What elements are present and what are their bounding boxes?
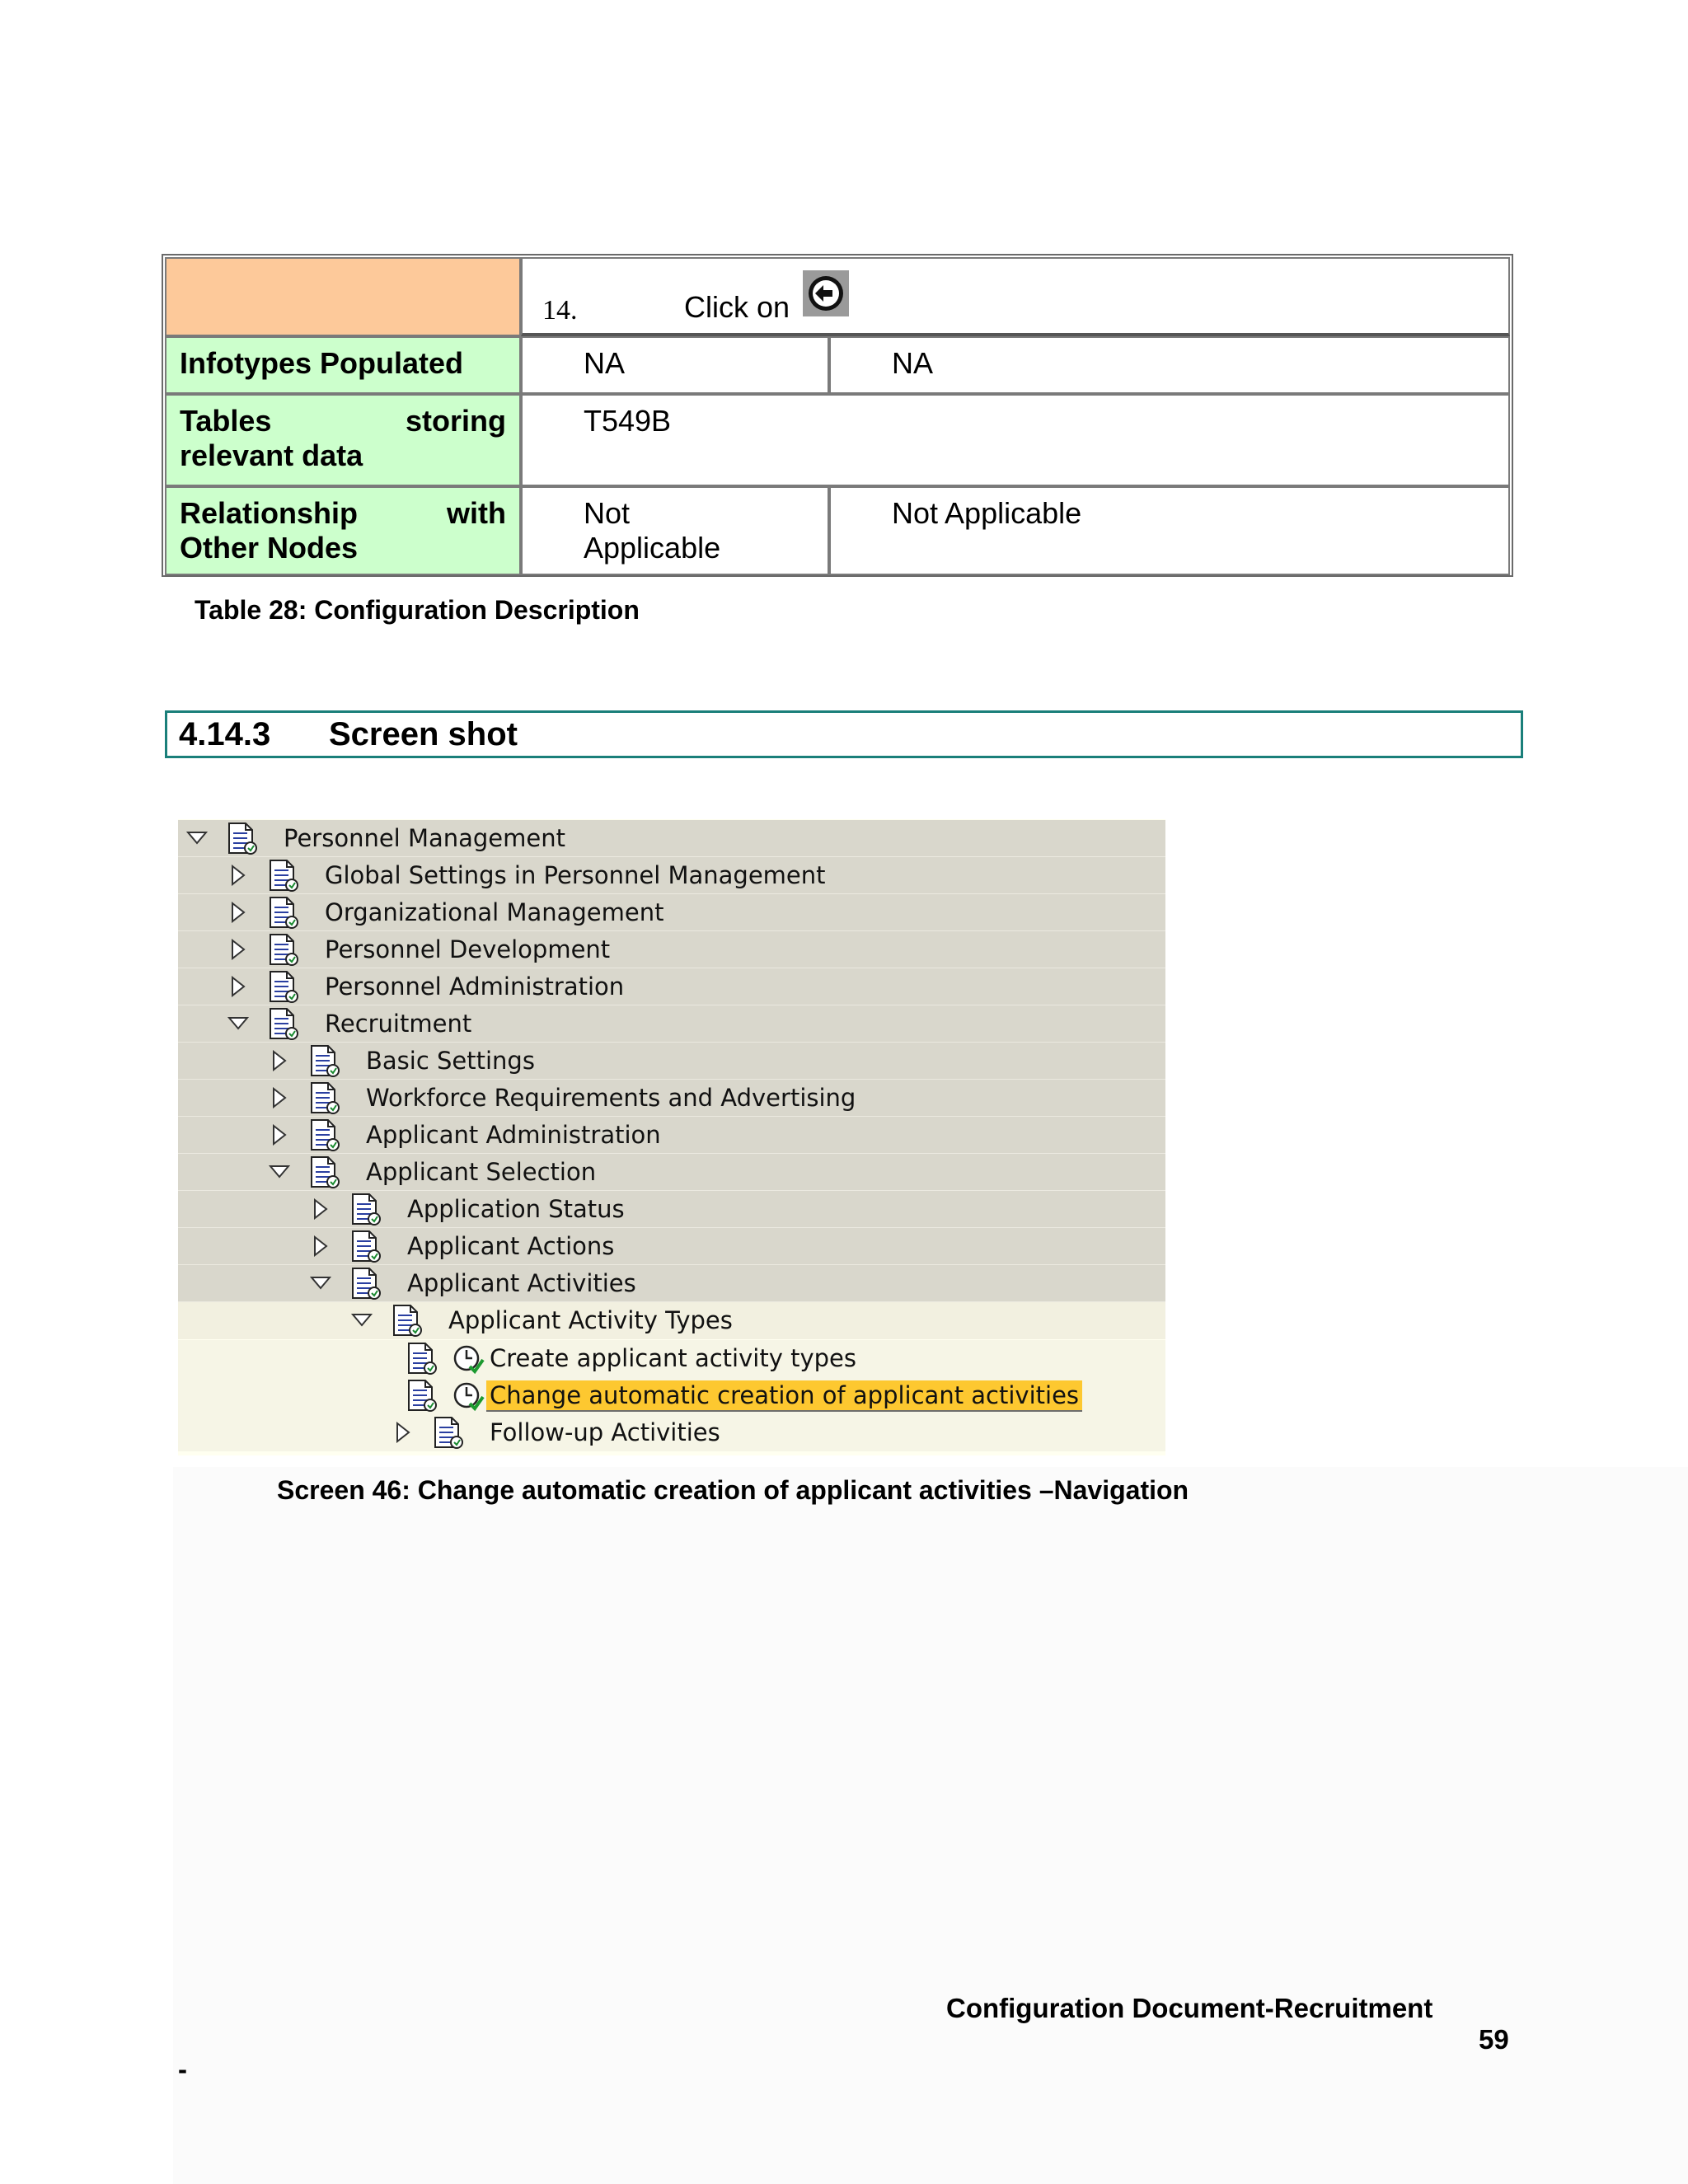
tree-node[interactable] [178,1043,1165,1080]
document-icon[interactable] [391,1304,424,1338]
tree-node[interactable] [178,1080,1165,1117]
document-icon[interactable] [308,1155,341,1190]
document-icon[interactable] [349,1193,382,1227]
tree-node[interactable] [178,1302,1165,1339]
step-text: Click on [684,290,790,324]
label-text: with [447,496,506,530]
tree-node[interactable] [178,931,1165,968]
expand-triangle-icon[interactable] [269,1050,290,1071]
label-text: Tables [180,404,272,438]
configuration-table [162,254,1513,577]
tree-node-label[interactable]: Application Status [407,1195,625,1223]
document-icon[interactable] [406,1379,438,1413]
label-text: Infotypes Populated [180,346,464,380]
document-icon[interactable] [406,1342,438,1376]
row-value-tables: T549B [521,394,1510,486]
collapse-triangle-icon[interactable] [269,1161,290,1183]
table-caption: Table 28: Configuration Description [195,595,640,625]
tree-node[interactable] [178,1191,1165,1228]
tree-node-label[interactable]: Create applicant activity types [490,1344,856,1372]
expand-triangle-icon[interactable] [269,1087,290,1108]
document-icon[interactable] [226,822,259,856]
tree-node-label[interactable]: Basic Settings [366,1047,535,1075]
expand-triangle-icon[interactable] [227,939,249,960]
tree-node-label[interactable]: Follow-up Activities [490,1418,720,1446]
label-text: relevant data [180,438,363,472]
tree-node[interactable] [178,968,1165,1005]
section-number: 4.14.3 [179,716,271,752]
tree-node-label[interactable]: Global Settings in Personnel Management [325,861,826,889]
document-icon[interactable] [267,970,300,1005]
tree-node[interactable] [178,1340,1165,1377]
tree-node-label[interactable]: Applicant Activity Types [448,1306,733,1334]
tree-node[interactable] [178,857,1165,894]
table-header-blank-cell [165,257,521,336]
tree-node-label[interactable]: Applicant Selection [366,1158,597,1186]
expand-triangle-icon[interactable] [269,1124,290,1146]
tree-node[interactable] [178,1414,1165,1451]
screen-caption: Screen 46: Change automatic creation of applicant activities –Navigation [277,1475,1189,1505]
tree-node-label[interactable]: Applicant Actions [407,1232,615,1260]
document-icon[interactable] [349,1267,382,1301]
tree-node[interactable] [178,820,1165,857]
page-background [173,1467,1688,2184]
tree-node[interactable] [178,1228,1165,1265]
page-number: 59 [1479,2024,1509,2055]
row-value-relationship-1: Not Applicable [521,486,829,575]
tree-node-label[interactable]: Personnel Administration [325,972,625,1001]
collapse-triangle-icon[interactable] [310,1272,331,1294]
step-number: 14. [542,295,578,326]
row-label-relationship [165,486,521,575]
row-label-infotypes [165,336,521,394]
footer-mark: - [178,2054,187,2084]
tree-node-label-selected[interactable]: Change automatic creation of applicant activities [486,1380,1082,1412]
collapse-triangle-icon[interactable] [186,827,208,849]
label-text: Relationship [180,496,359,530]
document-icon[interactable] [308,1118,341,1153]
expand-triangle-icon[interactable] [310,1198,331,1220]
section-title: Screen shot [329,716,518,752]
tree-node[interactable] [178,1154,1165,1191]
document-icon[interactable] [267,1007,300,1042]
document-icon[interactable] [432,1416,465,1451]
expand-triangle-icon[interactable] [227,865,249,886]
collapse-triangle-icon[interactable] [351,1310,373,1331]
step-cell [521,257,1510,336]
tree-node-label[interactable]: Applicant Activities [407,1269,636,1297]
tree-node[interactable] [178,1005,1165,1043]
row-label-tables [165,394,521,486]
document-icon[interactable] [267,896,300,930]
document-icon[interactable] [267,933,300,968]
tree-node-label[interactable]: Workforce Requirements and Advertising [366,1084,856,1112]
collapse-triangle-icon[interactable] [227,1013,249,1034]
row-value-infotypes-2: NA [829,336,1510,394]
clock-check-icon[interactable] [452,1343,485,1375]
expand-triangle-icon[interactable] [310,1235,331,1257]
expand-triangle-icon[interactable] [227,902,249,923]
tree-node[interactable] [178,1265,1165,1302]
expand-triangle-icon[interactable] [392,1422,414,1443]
tree-node[interactable] [178,1377,1165,1414]
tree-node-label[interactable]: Recruitment [325,1010,472,1038]
row-value-relationship-2: Not Applicable [829,486,1510,575]
row-value-infotypes-1: NA [521,336,829,394]
document-icon[interactable] [349,1230,382,1264]
document-icon[interactable] [308,1081,341,1116]
section-heading [165,710,1523,758]
document-icon[interactable] [308,1044,341,1079]
sap-img-tree [178,819,1165,1455]
footer-document-title: Configuration Document-Recruitment [946,1993,1433,2023]
label-text: Other Nodes [180,531,359,565]
tree-node[interactable] [178,1117,1165,1154]
expand-triangle-icon[interactable] [227,976,249,997]
tree-node[interactable] [178,894,1165,931]
tree-node-label[interactable]: Personnel Management [284,824,565,852]
tree-node-label[interactable]: Personnel Development [325,935,611,963]
clock-check-icon[interactable] [452,1380,485,1412]
document-icon[interactable] [267,859,300,893]
tree-node-label[interactable]: Organizational Management [325,898,664,926]
tree-node-label[interactable]: Applicant Administration [366,1121,661,1149]
label-text: storing [406,404,506,438]
execute-icon [803,270,849,316]
